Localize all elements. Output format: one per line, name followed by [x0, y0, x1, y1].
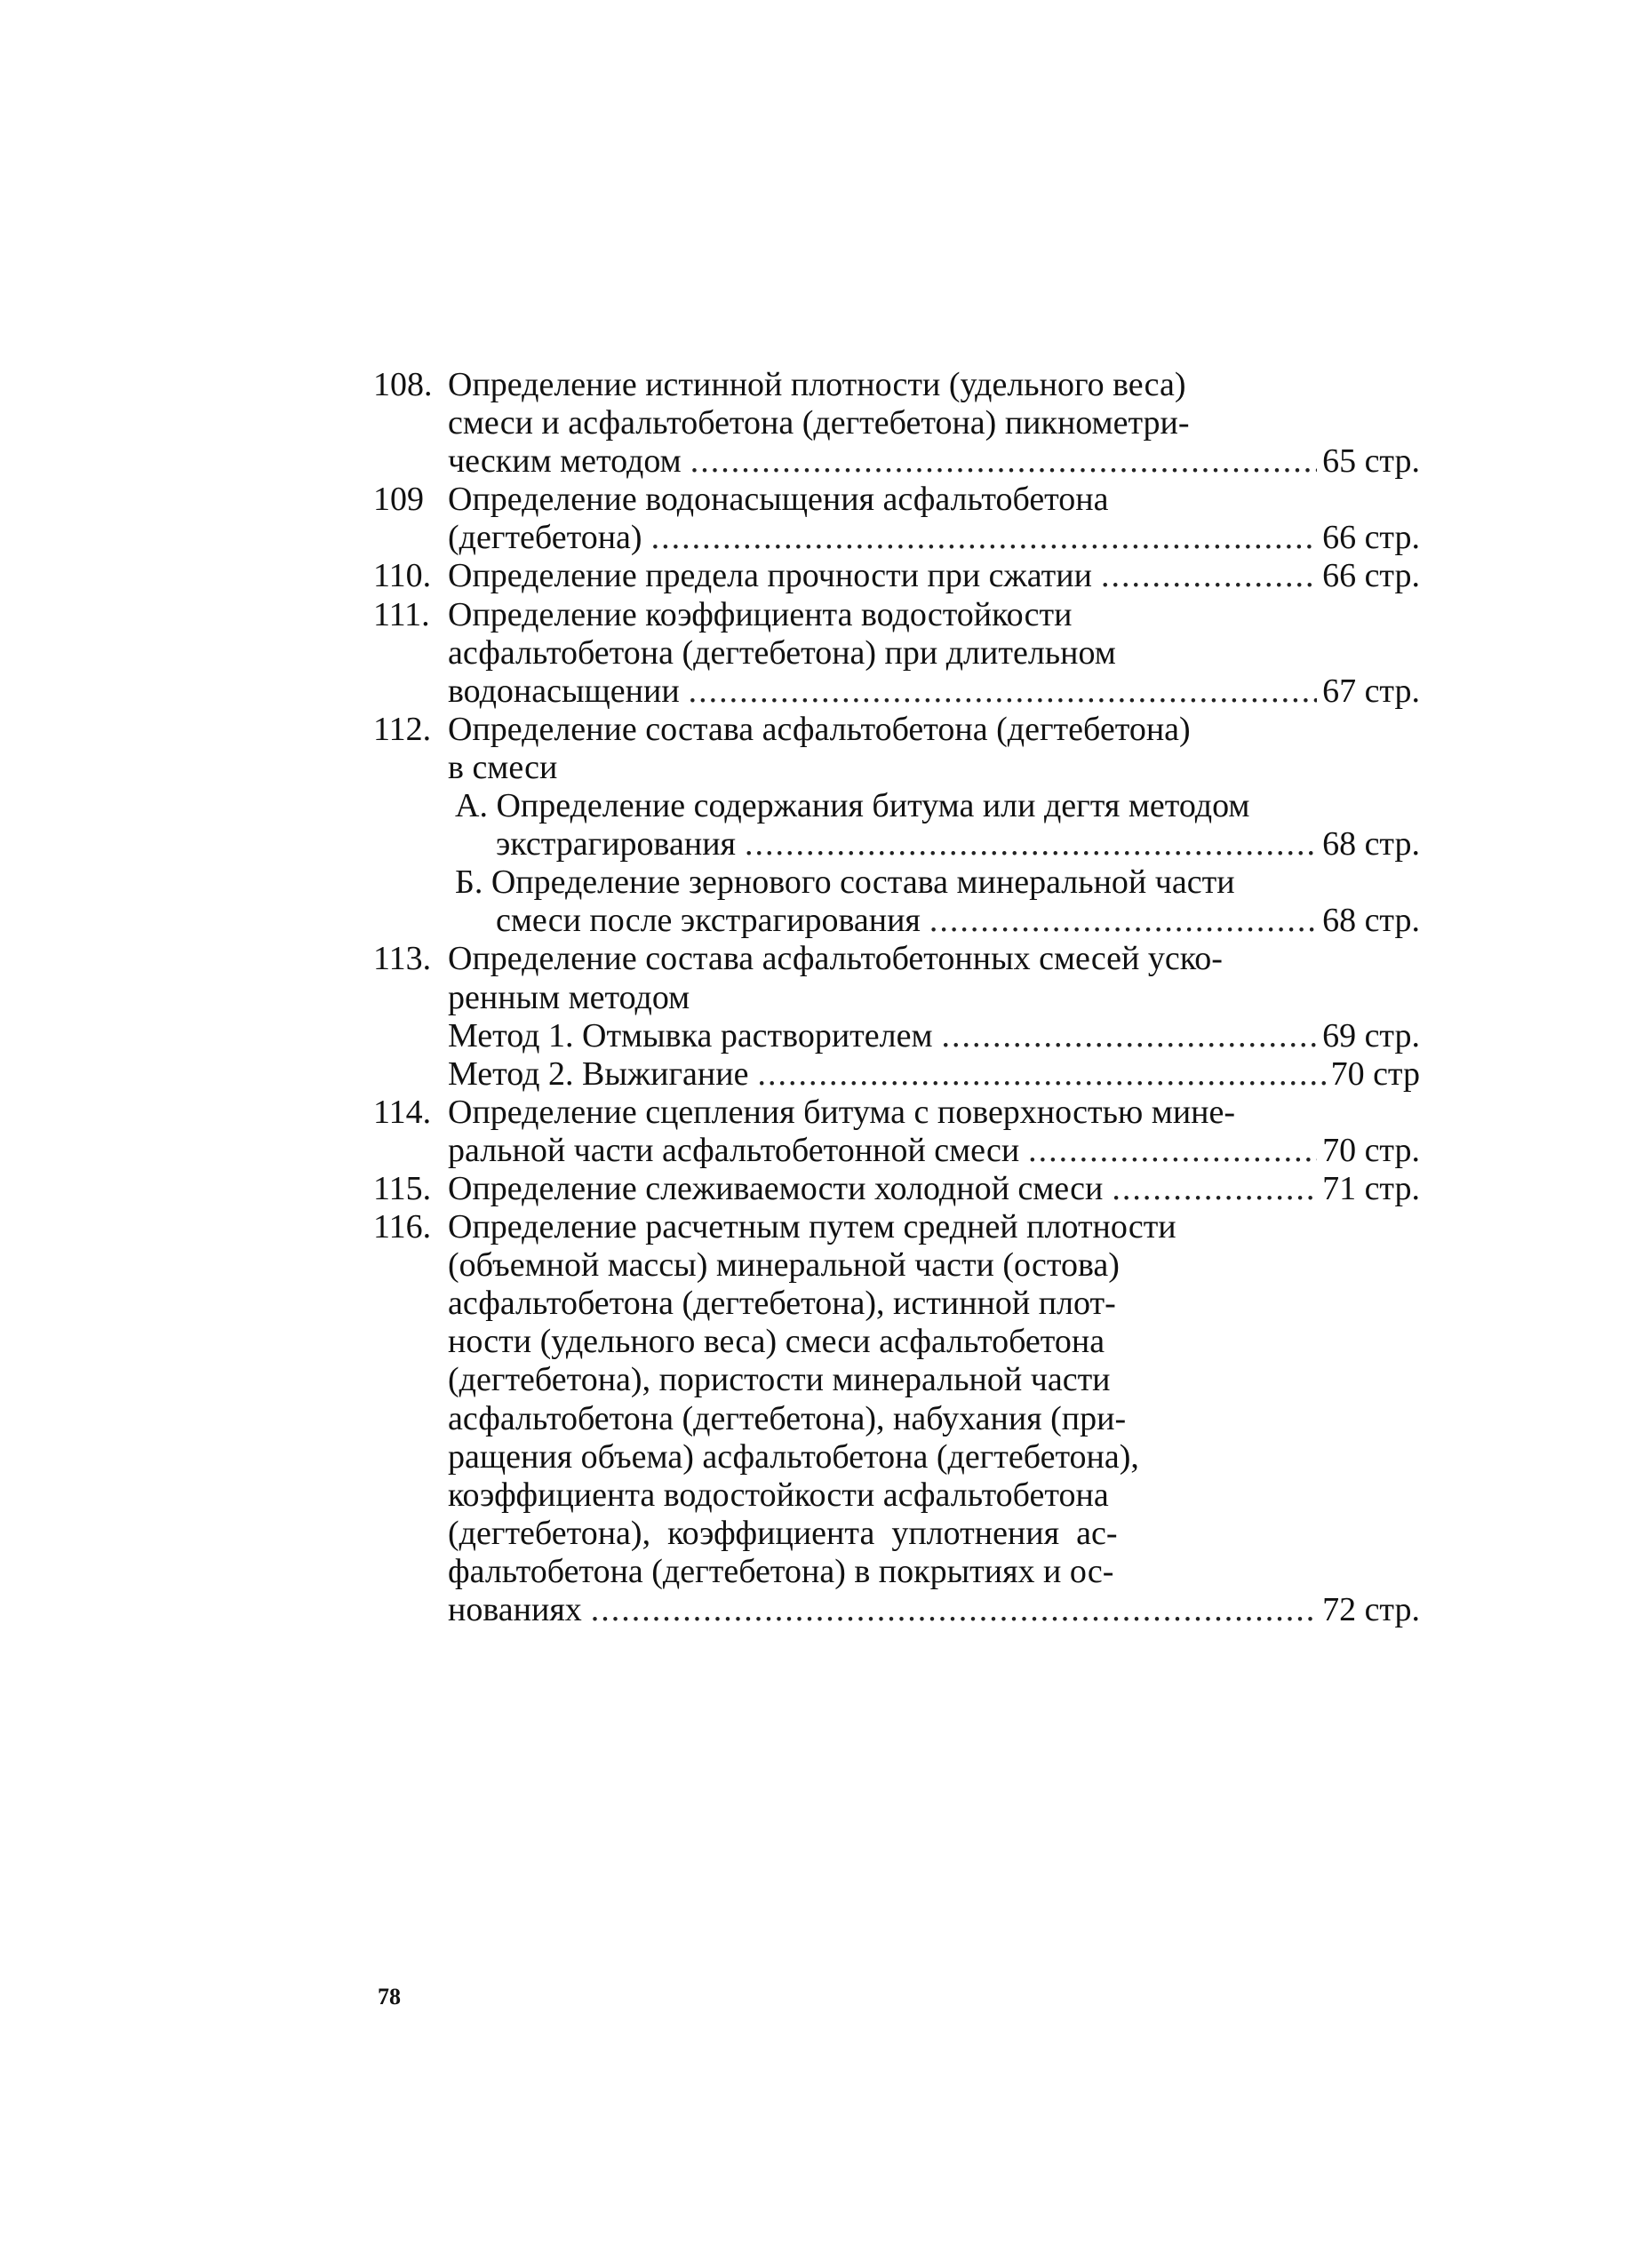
- entry-leader-line: [448, 1591, 1420, 1629]
- entry-leader-line: [455, 825, 1420, 863]
- page-reference: 70 стр.: [1322, 1131, 1420, 1169]
- entry-line: (дегтебетона): [448, 519, 642, 557]
- entry-body: [448, 940, 1420, 1093]
- toc-entry-109: [373, 481, 1420, 557]
- entry-line: ренным методом: [448, 978, 690, 1016]
- entry-body: [448, 557, 1420, 595]
- entry-body: [448, 596, 1420, 711]
- entry-line: Определение предела прочности при сжатии: [448, 557, 1092, 595]
- entry-line: (дегтебетона), пористости минеральной части: [448, 1361, 1111, 1399]
- page-reference: 71 стр.: [1322, 1169, 1420, 1207]
- toc-entry-115: [373, 1170, 1420, 1208]
- entry-line: смеси и асфальтобетона (дегтебетона) пикнометри-: [448, 404, 1190, 442]
- entry-number: 116.: [373, 1208, 432, 1246]
- dot-leader: [1101, 557, 1317, 595]
- entry-leader-line: [448, 442, 1420, 481]
- entry-number: 113.: [373, 940, 432, 978]
- entry-line: Определение водонасыщения асфальтобетона: [448, 481, 1109, 519]
- toc-entry-112: [373, 711, 1420, 941]
- entry-number: 112.: [373, 710, 432, 748]
- page-number: 78: [378, 1984, 401, 2009]
- entry-line: ческим методом: [448, 442, 682, 481]
- entry-line: в смеси: [448, 748, 558, 786]
- sub-entry-line: А. Определение содержания битума или дегтя методом: [455, 787, 1250, 825]
- entry-body: [448, 711, 1420, 941]
- entry-body: [448, 481, 1420, 557]
- entry-leader-line: [455, 902, 1420, 940]
- page-reference: 69 стр.: [1322, 1016, 1420, 1054]
- page-reference: 67 стр.: [1322, 672, 1420, 710]
- entry-line: Определение сцепления битума с поверхностью мине-: [448, 1093, 1236, 1131]
- dot-leader: [757, 1055, 1325, 1094]
- entry-number: 110.: [373, 557, 432, 595]
- entry-line: ральной части асфальтобетонной смеси: [448, 1131, 1020, 1169]
- entry-number: 111.: [373, 595, 430, 633]
- entry-body: [448, 1170, 1420, 1208]
- entry-line: асфальтобетона (дегтебетона), истинной плот-: [448, 1285, 1116, 1323]
- entry-body: [448, 1094, 1420, 1170]
- entry-line: Определение слеживаемости холодной смеси: [448, 1169, 1104, 1207]
- page-reference: 68 стр.: [1322, 825, 1420, 863]
- sub-entry-line: смеси после экстрагирования: [496, 902, 921, 940]
- entry-line: (объемной массы) минеральной части (остова): [448, 1246, 1120, 1285]
- entry-line: Определение истинной плотности (удельного веса): [448, 366, 1186, 403]
- entry-leader-line: [448, 519, 1420, 557]
- toc-entry-108: [373, 366, 1420, 481]
- entry-number: 114.: [373, 1093, 432, 1131]
- method-leader-line: [448, 1055, 1420, 1094]
- dot-leader: [651, 519, 1317, 557]
- entry-number: 115.: [373, 1169, 432, 1207]
- toc-entry-113: [373, 940, 1420, 1093]
- dot-leader: [1112, 1170, 1317, 1208]
- page-reference: 66 стр.: [1322, 519, 1420, 557]
- entry-line: ращения объема) асфальтобетона (дегтебетона),: [448, 1437, 1139, 1476]
- sub-entry-b: [448, 863, 1420, 940]
- entry-line: Определение состава асфальтобетона (дегтебетона): [448, 710, 1191, 748]
- dot-leader: [745, 825, 1317, 863]
- entry-line: асфальтобетона (дегтебетона) при длительном: [448, 633, 1116, 672]
- dot-leader: [689, 672, 1317, 711]
- page-reference: 66 стр.: [1322, 557, 1420, 595]
- entry-line: Определение состава асфальтобетонных смесей уско-: [448, 940, 1223, 978]
- entry-leader-line: [448, 1132, 1420, 1170]
- entry-line: нованиях: [448, 1591, 582, 1628]
- entry-body: [448, 1208, 1420, 1629]
- toc-entry-111: [373, 596, 1420, 711]
- table-of-contents: [373, 366, 1420, 1629]
- dot-leader: [929, 902, 1317, 940]
- entry-line: коэффициента водостойкости асфальтобетона: [448, 1476, 1109, 1514]
- entry-number: 108.: [373, 366, 433, 403]
- dot-leader: [1028, 1132, 1317, 1170]
- entry-line: ности (удельного веса) смеси асфальтобетона: [448, 1323, 1105, 1361]
- method-leader-line: [448, 1017, 1420, 1055]
- sub-entry-line: Б. Определение зернового состава минеральной части: [455, 863, 1235, 902]
- sub-entry-line: экстрагирования: [496, 825, 737, 863]
- entry-leader-line: [448, 557, 1420, 595]
- entry-line: водонасыщении: [448, 672, 680, 710]
- entry-leader-line: [448, 672, 1420, 711]
- method-line: Метод 1. Отмывка растворителем: [448, 1016, 933, 1054]
- dot-leader: [591, 1591, 1317, 1629]
- page-reference: 72 стр.: [1322, 1591, 1420, 1628]
- toc-entry-116: [373, 1208, 1420, 1629]
- method-line: Метод 2. Выжигание: [448, 1054, 749, 1093]
- sub-entry-a: [448, 787, 1420, 863]
- entry-line: Определение расчетным путем средней плотности: [448, 1208, 1176, 1246]
- entry-number: 109: [373, 481, 424, 519]
- entry-leader-line: [448, 1170, 1420, 1208]
- entry-line: фальтобетона (дегтебетона) в покрытиях и ос-: [448, 1552, 1114, 1590]
- dot-leader: [690, 442, 1317, 481]
- page-reference: 65 стр.: [1322, 442, 1420, 481]
- entry-line: Определение коэффициента водостойкости: [448, 595, 1073, 633]
- toc-entry-110: [373, 557, 1420, 595]
- page-reference: 70 стр: [1330, 1054, 1420, 1093]
- dot-leader: [942, 1017, 1318, 1055]
- entry-line: асфальтобетона (дегтебетона), набухания (при-: [448, 1399, 1127, 1437]
- toc-entry-114: [373, 1094, 1420, 1170]
- entry-line: (дегтебетона), коэффициента уплотнения ас-: [448, 1514, 1118, 1552]
- page-reference: 68 стр.: [1322, 902, 1420, 940]
- entry-body: [448, 366, 1420, 481]
